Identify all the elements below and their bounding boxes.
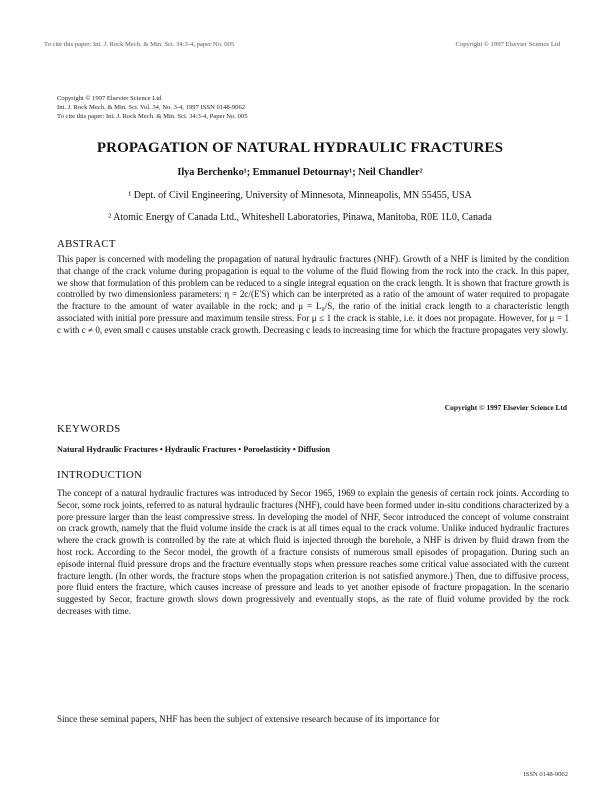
running-header-left: To cite this paper: Int. J. Rock Mech. & Min. Sci. 34:3-4, paper No. 005 xyxy=(44,41,235,48)
abstract-heading: ABSTRACT xyxy=(57,238,116,250)
meta-citation: To cite this paper: Int. J. Rock Mech. & Min. Sci. 34:3-4, Paper No. 005 xyxy=(57,113,248,120)
footer-issn: ISSN 0148-9062 xyxy=(523,771,568,778)
abstract-text: This paper is concerned with modeling the propagation of natural hydraulic fractures (NHF). Growth of a NHF is limited by the condition that change of the crack volume during propagation is equal to the volume of the fluid flowing from the rock into the crack. In this paper, we show that formulation of this problem can be reduced to a single integral equation on the crack length. It is shown that fracture growth is controlled by two dimensionless parameters: η = 2c/(E'S) which can be interpreted as a ratio of the amount of water required to propagate the fracture to the amount of water available in the rock; and μ = L₀/S, the ratio of the initial crack length to a characteristic length associated with initial pore pressure and maximum tensile stress. For μ ≤ 1 the crack is stable, i.e. it does not propagate. However, for μ = 1 c with c ≠ 0, even small c causes unstable crack growth. Decreasing c leads to increasing time for which the fracture propagates very slowly. xyxy=(57,254,569,335)
copyright-line: Copyright © 1997 Elsevier Science Ltd xyxy=(444,403,567,412)
paper-title: PROPAGATION OF NATURAL HYDRAULIC FRACTURES xyxy=(96,140,504,156)
running-header-right: Copyright © 1997 Elsevier Science Ltd xyxy=(455,41,560,48)
keywords-list: Natural Hydraulic Fractures • Hydraulic Fractures • Poroelasticity • Diffusion xyxy=(57,445,331,454)
keywords-heading: KEYWORDS xyxy=(57,423,121,435)
author-list: Ilya Berchenko¹; Emmanuel Detournay¹; Neil Chandler² xyxy=(177,167,423,178)
introduction-heading: INTRODUCTION xyxy=(57,469,143,481)
meta-journal: Int. J. Rock Mech. & Min. Sci. Vol. 34, No. 3-4, 1997 ISSN 0148-9062 xyxy=(57,104,246,111)
meta-copyright: Copyright © 1997 Elsevier Science Ltd xyxy=(57,95,162,102)
affiliation-1: ¹ Dept. of Civil Engineering, University of Minnesota, Minneapolis, MN 55455, USA xyxy=(128,190,472,201)
affiliation-2: ² Atomic Energy of Canada Ltd., Whiteshell Laboratories, Pinawa, Manitoba, R0E 1L0, Canada xyxy=(108,212,492,223)
introduction-paragraph-1: The concept of a natural hydraulic fractures was introduced by Secor 1965, 1969 to explain the genesis of certain rock joints. According to Secor, some rock joints, referred to as natural hydraulic fractures (NHF), could have been formed under in-situ conditions characterized by a pore pressure larger than the least compressive stress. In developing the model of NHF, Secor introduced the concept of volume constraint on crack growth, namely that the fluid volume inside the crack is at all times equal to the crack volume. Unlike induced hydraulic fractures where the crack growth is controlled by the rate at which fluid is injected through the borehole, a NHF is driven by fluid drawn from the host rock. According to the Secor model, the growth of a fracture consists of numerous small episodes of propagation. During such an episode internal fluid pressure drops and the fracture eventually stops when pressure reaches some critical value associated with the current fracture length. (In other words, the fracture stops when the propagation criterion is not satisfied anymore.) Then, due to diffusive process, pore fluid enters the fracture, which causes increase of pressure and leads to yet another episode of fracture propagation. In the scenario suggested by Secor, fracture growth slows down progressively and eventually stops, as the rate of fluid volume provided by the rock decreases with time. xyxy=(57,488,569,616)
introduction-paragraph-2: Since these seminal papers, NHF has been the subject of extensive research because of its importance for xyxy=(57,714,440,724)
